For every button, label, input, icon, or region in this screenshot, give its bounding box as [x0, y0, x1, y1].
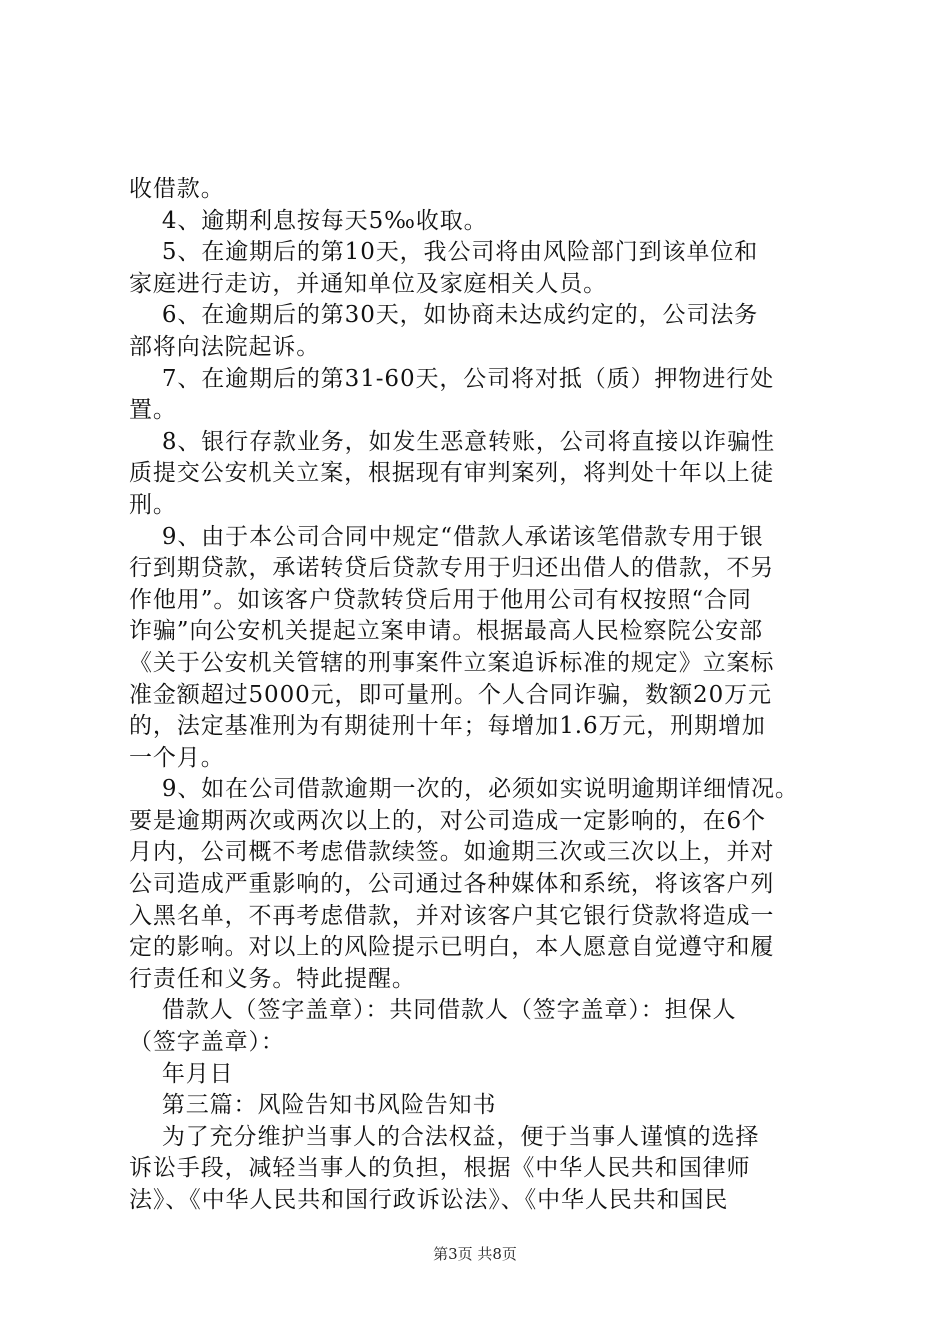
text-line: 定的影响。对以上的风险提示已明白，本人愿意自觉遵守和履: [129, 934, 775, 961]
text-line: 月内，公司概不考虑借款续签。如逾期三次或三次以上，并对: [129, 839, 775, 866]
text-line: 9、由于本公司合同中规定“借款人承诺该笔借款专用于银: [129, 523, 764, 550]
text-line: 作他用”。如该客户贷款转贷后用于他用公司有权按照“合同: [129, 586, 752, 613]
text-line: 7、在逾期后的第31-60天，公司将对抵（质）押物进行处: [129, 365, 774, 392]
text-line: 家庭进行走访，并通知单位及家庭相关人员。: [129, 270, 607, 297]
text-line: 公司造成严重影响的，公司通过各种媒体和系统，将该客户列: [129, 871, 775, 898]
text-line: 诉讼手段，减轻当事人的负担，根据《中华人民共和国律师: [129, 1155, 751, 1182]
text-line: 要是逾期两次或两次以上的，对公司造成一定影响的，在6个: [129, 807, 766, 834]
text-line: 收借款。: [129, 176, 225, 202]
text-line: 法》、《中华人民共和国行政诉讼法》、《中华人民共和国民: [129, 1187, 729, 1213]
text-line: 为了充分维护当事人的合法权益，便于当事人谨慎的选择: [129, 1123, 760, 1150]
text-line: 部将向法院起诉。: [129, 333, 321, 360]
text-line: 行到期贷款，承诺转贷后贷款专用于归还出借人的借款，不另: [129, 555, 775, 582]
text-line: 《关于公安机关管辖的刑事案件立案追诉标准的规定》立案标: [129, 649, 775, 676]
text-line: 一个月。: [129, 744, 225, 771]
text-line: 8、银行存款业务，如发生恶意转账，公司将直接以诈骗性: [129, 428, 775, 455]
text-line: 置。: [129, 397, 177, 424]
page-footer: [0, 1244, 950, 1264]
text-line: （签字盖章）：: [129, 1029, 285, 1056]
text-line: 4、逾期利息按每天5‰收取。: [129, 207, 488, 234]
text-line: 诈骗”向公安机关提起立案申请。根据最高人民检察院公安部: [129, 618, 764, 645]
text-line: 6、在逾期后的第30天，如协商未达成约定的，公司法务: [129, 302, 759, 329]
text-line: 准金额超过5000元，即可量刑。个人合同诈骗，数额20万元: [129, 681, 772, 708]
text-line: 年月日: [129, 1060, 234, 1087]
text-line: 行责任和义务。特此提醒。: [129, 965, 416, 992]
section-heading: 第三篇：风险告知书风险告知书: [129, 1092, 497, 1119]
text-line: 入黑名单，不再考虑借款，并对该客户其它银行贷款将造成一: [129, 902, 775, 929]
document-body: [129, 174, 841, 1217]
text-line: 5、在逾期后的第10天，我公司将由风险部门到该单位和: [129, 239, 759, 266]
text-line: 质提交公安机关立案，根据现有审判案列，将判处十年以上徒: [129, 460, 775, 487]
text-line: 的，法定基准刑为有期徒刑十年；每增加1.6万元，刑期增加: [129, 713, 766, 740]
text-line: 借款人（签字盖章）：共同借款人（签字盖章）：担保人: [129, 997, 737, 1024]
text-line: 9、如在公司借款逾期一次的，必须如实说明逾期详细情况。: [129, 776, 799, 803]
page-number: 第3页 共8页: [433, 1245, 517, 1263]
text-line: 刑。: [129, 491, 177, 518]
